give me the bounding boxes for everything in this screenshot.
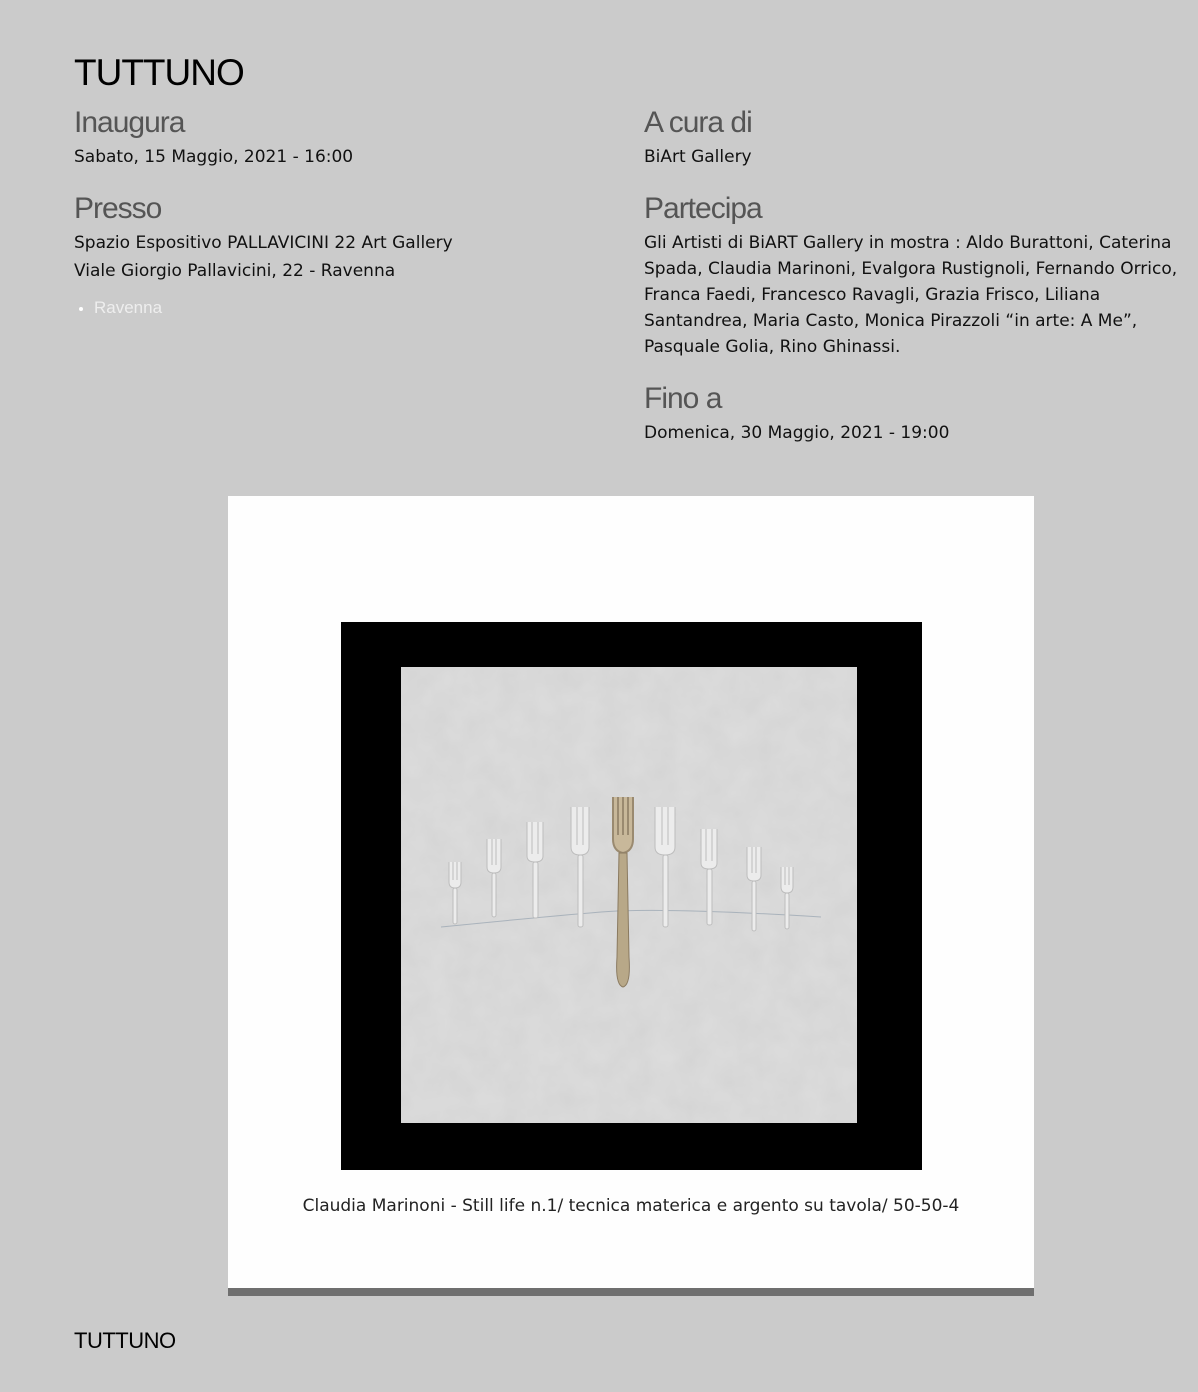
curatore-label: A cura di xyxy=(644,106,752,139)
event-info-left xyxy=(74,104,594,338)
inaugura-label: Inaugura xyxy=(74,106,185,139)
inaugura-date: Sabato, 15 Maggio, 2021 - 16:00 xyxy=(74,147,354,167)
fino-block xyxy=(644,380,1194,446)
fino-date: Domenica, 30 Maggio, 2021 - 19:00 xyxy=(644,423,950,443)
tag-item xyxy=(94,298,594,318)
artwork-canvas xyxy=(401,667,857,1123)
inaugura-block xyxy=(74,104,594,170)
partecipa-label: Partecipa xyxy=(644,192,762,225)
forks-illustration xyxy=(401,667,857,1123)
curatore-value: BiArt Gallery xyxy=(644,147,752,167)
presso-label: Presso xyxy=(74,192,162,225)
event-info-right xyxy=(644,104,1194,466)
artwork-frame xyxy=(341,622,922,1170)
venue-name: Spazio Espositivo PALLAVICINI 22 Art Gallery xyxy=(74,233,453,253)
presso-block xyxy=(74,190,594,318)
artwork-image xyxy=(228,496,1034,1296)
footer-title: TUTTUNO xyxy=(74,1328,176,1353)
fino-label: Fino a xyxy=(644,382,722,415)
artwork-caption: Claudia Marinoni - Still life n.1/ tecnica materica e argento su tavola/ 50-50-4 xyxy=(302,1196,960,1216)
tag-list xyxy=(74,298,594,318)
partecipa-block xyxy=(644,190,1194,360)
curatore-block xyxy=(644,104,1194,170)
partecipa-value: Gli Artisti di BiART Gallery in mostra : Aldo Burattoni, Caterina Spada, Claudia Marinoni, Evalgora Rustignoli, Fernando Orrico, Franca Faedi, Francesco Ravagli, Grazia Frisco, Liliana Santandrea, Maria Casto, Monica Pirazzoli “in arte: A Me”, Pasquale Golia, Rino Ghinassi. xyxy=(644,233,1178,357)
venue-address: Viale Giorgio Pallavicini, 22 - Ravenna xyxy=(74,261,396,281)
tag-link-ravenna[interactable]: Ravenna xyxy=(94,298,163,317)
page-title: TUTTUNO xyxy=(74,52,244,93)
